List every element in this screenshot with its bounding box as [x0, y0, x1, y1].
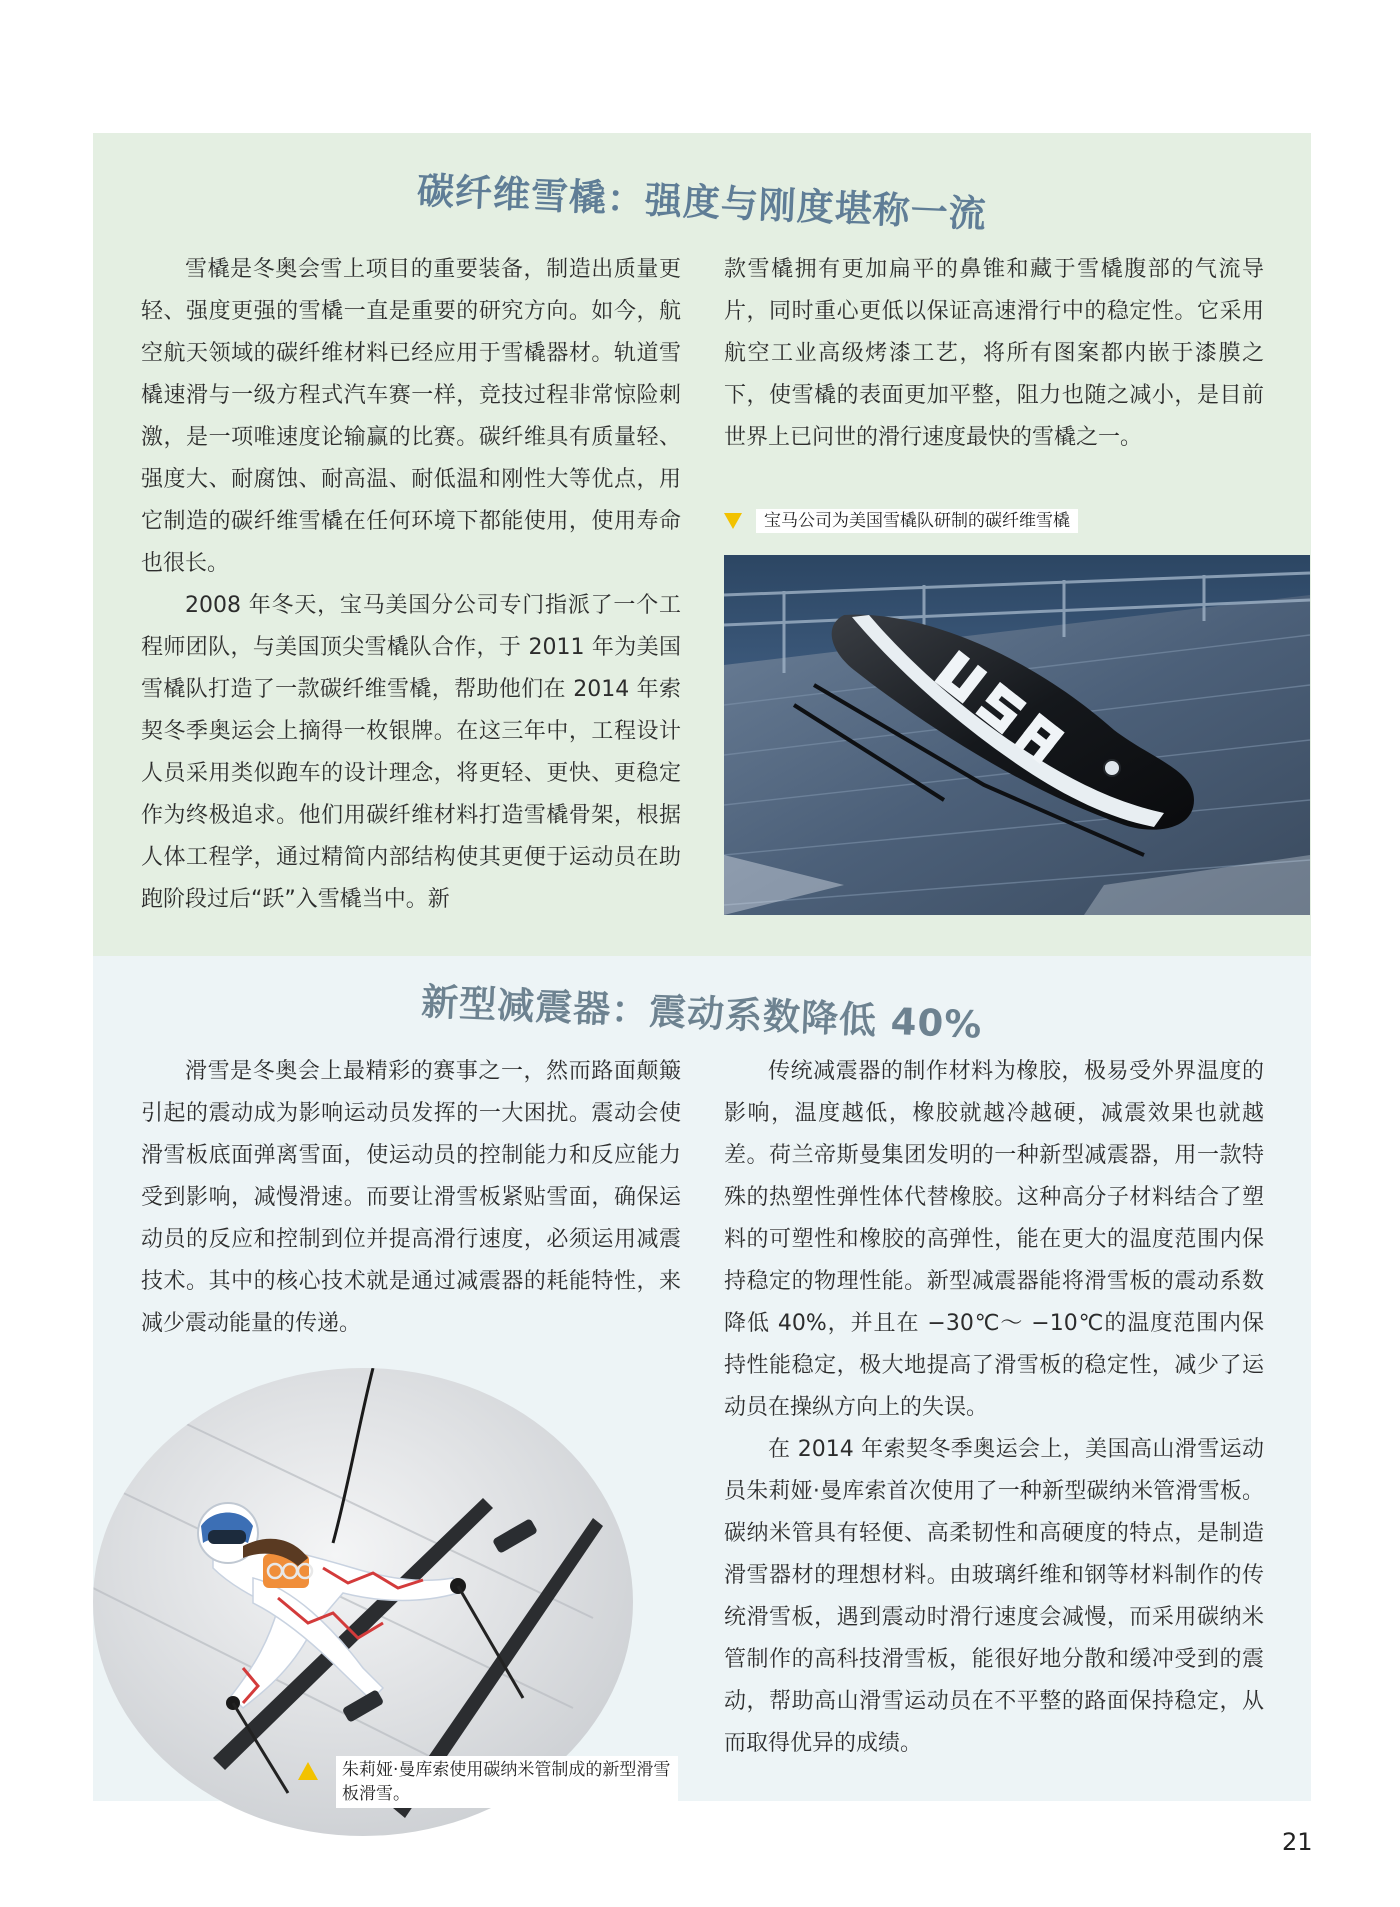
section-1-right-column: [724, 249, 1264, 459]
paragraph: 在 2014 年索契冬季奥运会上，美国高山滑雪运动员朱莉娅·曼库索首次使用了一种新型碳纳米管滑雪板。碳纳米管具有轻便、高柔韧性和高硬度的特点，是制造滑雪器材的理想材料。由玻璃纤维和钢等材料制作的传统滑雪板，遇到震动时滑行速度会减慢，而采用碳纳米管制作的高科技滑雪板，能很好地分散和缓冲受到的震动，帮助高山滑雪运动员在不平整的路面保持稳定，从而取得优异的成绩。: [724, 1437, 1264, 1756]
section-1-left-column: [141, 249, 681, 921]
section-2-right-column: [724, 1051, 1264, 1765]
bobsled-illustration: [724, 555, 1310, 915]
caption-text: 宝马公司为美国雪橇队研制的碳纤维雪橇: [756, 509, 1078, 533]
paragraph: 款雪橇拥有更加扁平的鼻锥和藏于雪橇腹部的气流导片，同时重心更低以保证高速滑行中的稳定性。它采用航空工业高级烤漆工艺，将所有图案都内嵌于漆膜之下，使雪橇的表面更加平整，阻力也随之减小，是目前世界上已问世的滑行速度最快的雪橇之一。: [724, 257, 1264, 450]
section-1-heading: 碳纤维雪橇：强度与刚度堪称一流: [416, 169, 988, 236]
paragraph: 雪橇是冬奥会雪上项目的重要装备，制造出质量更轻、强度更强的雪橇一直是重要的研究方向。如今，航空航天领域的碳纤维材料已经应用于雪橇器材。轨道雪橇速滑与一级方程式汽车赛一样，竞技过程非常惊险刺激，是一项唯速度论输赢的比赛。碳纤维具有质量轻、强度大、耐腐蚀、耐高温、耐低温和刚性大等优点，用它制造的碳纤维雪橇在任何环境下都能使用，使用寿命也很长。: [141, 257, 681, 576]
skier-photo-caption: [300, 1756, 678, 1808]
section-2-heading: 新型减震器：震动系数降低 40%: [420, 980, 984, 1047]
paragraph: 滑雪是冬奥会上最精彩的赛事之一，然而路面颠簸引起的震动成为影响运动员发挥的一大困扰。震动会使滑雪板底面弹离雪面，使运动员的控制能力和反应能力受到影响，减慢滑速。而要让滑雪板紧贴雪面，确保运动员的反应和控制到位并提高滑行速度，必须运用减震技术。其中的核心技术就是通过减震器的耗能特性，来减少震动能量的传递。: [141, 1059, 681, 1336]
bobsled-photo: [724, 555, 1310, 915]
caption-triangle-icon: [724, 513, 742, 529]
page-number: 21: [1282, 1828, 1313, 1856]
paragraph: 2008 年冬天，宝马美国分公司专门指派了一个工程师团队，与美国顶尖雪橇队合作，于 2011 年为美国雪橇队打造了一款碳纤维雪橇，帮助他们在 2014 年索契冬季奥运会上摘得一枚银牌。在这三年中，工程设计人员采用类似跑车的设计理念，将更轻、更快、更稳定作为终极追求。他们用碳纤维材料打造雪橇骨架，根据人体工程学，通过精简内部结构使其更便于运动员在助跑阶段过后“跃”入雪橇当中。新: [141, 593, 681, 912]
caption-triangle-icon: [298, 1762, 318, 1780]
section-2-left-column: [141, 1051, 681, 1345]
bobsled-photo-caption: [724, 509, 1078, 533]
caption-text: 朱莉娅·曼库索使用碳纳米管制成的新型滑雪板滑雪。: [336, 1756, 678, 1808]
paragraph: 传统减震器的制作材料为橡胶，极易受外界温度的影响，温度越低，橡胶就越冷越硬，减震效果也就越差。荷兰帝斯曼集团发明的一种新型减震器，用一款特殊的热塑性弹性体代替橡胶。这种高分子材料结合了塑料的可塑性和橡胶的高弹性，能在更大的温度范围内保持稳定的物理性能。新型减震器能将滑雪板的震动系数降低 40%，并且在 −30℃～ −10℃的温度范围内保持性能稳定，极大地提高了滑雪板的稳定性，减少了运动员在操纵方向上的失误。: [724, 1059, 1264, 1420]
